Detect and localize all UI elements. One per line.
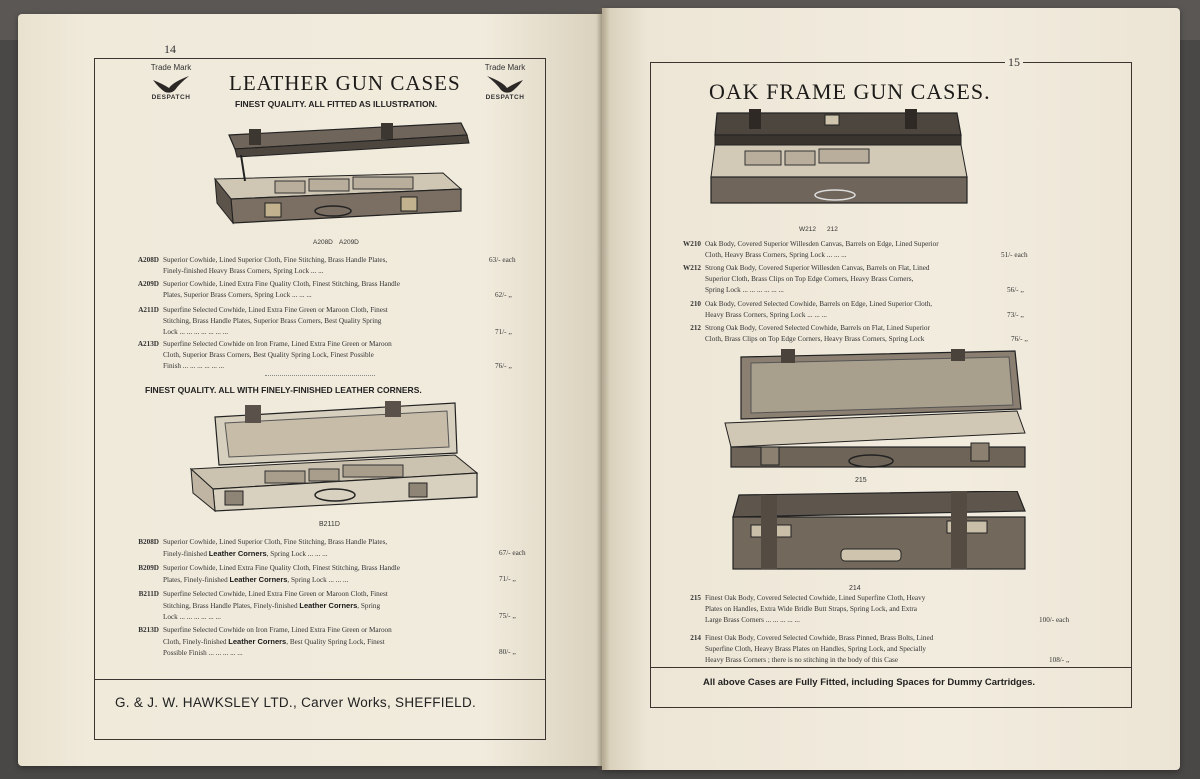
- product-description: [705, 263, 929, 296]
- description-line: , Best Quality Spring Lock, Finest: [286, 638, 385, 646]
- description-line: Superior Cowhide, Lined Superior Cloth, Fine Stitching, Brass Handle Plates,: [163, 256, 388, 264]
- figure-caption: A209D: [339, 239, 359, 246]
- figure-caption: B211D: [319, 521, 340, 528]
- trade-mark-word: DESPATCH: [485, 94, 525, 101]
- product-code: W212: [683, 264, 701, 272]
- cases-note-footer: All above Cases are Fully Fitted, including Spaces for Dummy Cartridges.: [703, 677, 1036, 688]
- catalogue-entry: [137, 305, 537, 339]
- product-price: 73/- ,,: [1007, 311, 1024, 319]
- product-description: [705, 633, 933, 666]
- swallow-logo-icon: [151, 74, 191, 96]
- description-line: Possible Finish ... ... ... ... ...: [163, 649, 243, 657]
- description-line: Superior Cowhide, Lined Extra Fine Quality Cloth, Finest Stitching, Brass Handle: [163, 564, 400, 572]
- product-description: [705, 593, 925, 626]
- description-line: Finest Oak Body, Covered Selected Cowhide, Brass Pinned, Brass Bolts, Lined: [705, 634, 934, 642]
- description-line: Lock ... ... ... ... ... ... ...: [163, 328, 229, 336]
- oak-frame-case-illustration: [705, 109, 975, 219]
- description-line: Superfine Selected Cowhide on Iron Frame, Lined Extra Fine Green or Maroon: [163, 626, 392, 634]
- product-code: B208D: [138, 538, 159, 546]
- description-line: Oak Body, Covered Superior Willesden Canvas, Barrels on Edge, Lined Superior: [705, 240, 939, 248]
- trade-mark-word: DESPATCH: [151, 94, 191, 101]
- product-description: [163, 339, 392, 372]
- publisher-footer: G. & J. W. HAWKSLEY LTD., Carver Works, SHEFFIELD.: [115, 695, 477, 710]
- description-line: Plates on Handles, Extra Wide Bridle Butt Straps, Spring Lock, and Extra: [705, 605, 917, 613]
- product-code: 214: [690, 634, 701, 642]
- product-code: A209D: [137, 280, 159, 288]
- catalogue-entry: [679, 263, 1099, 297]
- description-line: Cloth, Superior Brass Corners, Best Quality Spring Lock, Finest Possible: [163, 351, 374, 359]
- trade-mark-label: Trade Mark: [150, 63, 192, 72]
- description-line: Heavy Brass Corners ; there is no stitching in the body of this Case: [705, 656, 899, 664]
- description-line: Lock ... ... ... ... ... ...: [163, 613, 221, 621]
- description-line: Superior Cloth, Brass Clips on Top Edge Corners, Heavy Brass Corners,: [705, 275, 914, 283]
- description-line: Strong Oak Body, Covered Selected Cowhide, Barrels on Flat, Lined Superior: [705, 324, 930, 332]
- product-price: 56/- ,,: [1007, 286, 1024, 294]
- leather-gun-case-illustration: [205, 115, 475, 235]
- catalogue-page-left: [18, 14, 602, 766]
- product-price: 63/- each: [489, 256, 516, 264]
- description-line: Heavy Brass Corners, Spring Lock ... ... ...: [705, 311, 827, 319]
- product-description: [163, 279, 400, 301]
- description-line: Stitching, Brass Handle Plates, Finely-finished: [163, 602, 300, 610]
- product-description: [163, 625, 392, 659]
- product-price: 71/- ,,: [499, 575, 516, 583]
- catalogue-entry: [137, 589, 547, 623]
- product-code: A208D: [137, 256, 159, 264]
- catalogue-entry: [679, 633, 1119, 667]
- product-price: 62/- ,,: [495, 291, 512, 299]
- footer-rule: [651, 667, 1131, 668]
- footer-rule: [95, 679, 545, 680]
- description-line: Finely-finished Heavy Brass Corners, Spring Lock ... ...: [163, 267, 324, 275]
- product-code: B209D: [138, 564, 159, 572]
- page-title: OAK FRAME GUN CASES.: [709, 79, 991, 104]
- product-description: [705, 239, 939, 261]
- product-code: A213D: [137, 340, 159, 348]
- product-price: 76/- ,,: [495, 362, 512, 370]
- catalogue-page-right: [602, 8, 1180, 770]
- catalogue-entry: [679, 323, 1099, 347]
- product-description: [163, 563, 400, 586]
- product-price: 71/- ,,: [495, 328, 512, 336]
- description-line: , Spring Lock ... ... ...: [266, 550, 328, 558]
- product-description: [163, 537, 387, 560]
- section-subtitle: FINEST QUALITY. ALL WITH FINELY-FINISHED LEATHER CORNERS.: [145, 385, 422, 395]
- product-price: 75/- ,,: [499, 612, 516, 620]
- description-line: Superfine Selected Cowhide, Lined Extra Fine Green or Maroon Cloth, Finest: [163, 306, 388, 314]
- trade-mark-left: [143, 63, 199, 101]
- description-line: Plates, Superior Brass Corners, Spring Lock ... ... ...: [163, 291, 312, 299]
- description-line: Cloth, Brass Clips on Top Edge Corners, Heavy Brass Corners, Spring Lock: [705, 335, 925, 343]
- description-line: Spring Lock ... ... ... ... ... ...: [705, 286, 784, 294]
- product-code: 215: [690, 594, 701, 602]
- catalogue-entry: [137, 625, 547, 659]
- product-description: [163, 589, 388, 623]
- leather-corners-highlight: Leather Corners: [299, 601, 358, 610]
- section-divider: [265, 375, 375, 376]
- description-line: Plates, Finely-finished: [163, 576, 230, 584]
- figure-caption: W212: [799, 226, 816, 233]
- figure-caption: 215: [855, 477, 867, 484]
- description-line: Superfine Cloth, Heavy Brass Plates on Handles, Spring Lock, and Specially: [705, 645, 926, 653]
- oak-case-214-illustration: [721, 491, 1031, 577]
- section-subtitle: FINEST QUALITY. ALL FITTED AS ILLUSTRATION.: [235, 99, 438, 109]
- description-line: Cloth, Heavy Brass Corners, Spring Lock ... ... ...: [705, 251, 847, 259]
- description-line: Finish ... ... ... ... ... ...: [163, 362, 225, 370]
- product-description: [705, 299, 932, 321]
- oak-case-215-illustration: [721, 349, 1031, 473]
- description-line: Strong Oak Body, Covered Superior Willesden Canvas, Barrels on Flat, Lined: [705, 264, 930, 272]
- product-code: W210: [683, 240, 701, 248]
- description-line: Oak Body, Covered Selected Cowhide, Barrels on Edge, Lined Superior Cloth,: [705, 300, 933, 308]
- leather-cornered-case-illustration: [185, 399, 485, 519]
- catalogue-entry: [679, 593, 1119, 627]
- description-line: Large Brass Corners ... ... ... ... ...: [705, 616, 800, 624]
- description-line: Finely-finished: [163, 550, 209, 558]
- description-line: , Spring: [357, 602, 381, 610]
- leather-corners-highlight: Leather Corners: [229, 575, 288, 584]
- product-description: [163, 305, 388, 338]
- description-line: Finest Oak Body, Covered Selected Cowhide, Lined Superfine Cloth, Heavy: [705, 594, 926, 602]
- figure-caption: A208D: [313, 239, 333, 246]
- figure-caption: 212: [827, 226, 838, 233]
- product-price: 67/- each: [499, 549, 526, 557]
- catalogue-entry: [137, 537, 547, 561]
- description-line: Cloth, Finely-finished: [163, 638, 229, 646]
- description-line: Superior Cowhide, Lined Superior Cloth, Fine Stitching, Brass Handle Plates,: [163, 538, 388, 546]
- leather-corners-highlight: Leather Corners: [228, 637, 287, 646]
- description-line: Superfine Selected Cowhide, Lined Extra Fine Green or Maroon Cloth, Finest: [163, 590, 388, 598]
- product-code: A211D: [138, 306, 159, 314]
- product-price: 80/- ,,: [499, 648, 516, 656]
- page-number: 14: [164, 42, 176, 56]
- catalogue-entry: [137, 339, 537, 373]
- trade-mark-label: Trade Mark: [484, 63, 526, 72]
- product-description: [705, 323, 930, 345]
- product-price: 76/- ,,: [1011, 335, 1028, 343]
- description-line: Superfine Selected Cowhide on Iron Frame, Lined Extra Fine Green or Maroon: [163, 340, 392, 348]
- page-frame: [94, 58, 546, 740]
- trade-mark-right: [477, 63, 533, 101]
- leather-corners-highlight: Leather Corners: [208, 549, 267, 558]
- product-code: 210: [690, 300, 701, 308]
- catalogue-entry: [679, 299, 1099, 323]
- product-code: B211D: [138, 590, 159, 598]
- product-price: 108/- ,,: [1049, 656, 1070, 664]
- page-number: 15: [1005, 55, 1023, 70]
- catalogue-entry: [137, 279, 537, 303]
- product-price: 100/- each: [1039, 616, 1070, 624]
- product-code: B213D: [138, 626, 159, 634]
- product-description: [163, 255, 387, 277]
- catalogue-entry: [137, 255, 537, 279]
- swallow-logo-icon: [485, 74, 525, 96]
- description-line: Superior Cowhide, Lined Extra Fine Quality Cloth, Finest Stitching, Brass Handle: [163, 280, 400, 288]
- description-line: , Spring Lock ... ... ...: [287, 576, 349, 584]
- book-spine: [596, 8, 610, 770]
- page-title: LEATHER GUN CASES: [229, 71, 461, 95]
- catalogue-entry: [679, 239, 1099, 263]
- catalogue-entry: [137, 563, 547, 587]
- product-code: 212: [690, 324, 701, 332]
- figure-caption: 214: [849, 585, 861, 592]
- description-line: Stitching, Brass Handle Plates, Superior Brass Corners, Best Quality Spring: [163, 317, 382, 325]
- product-price: 51/- each: [1001, 251, 1028, 259]
- page-frame: [650, 55, 1132, 708]
